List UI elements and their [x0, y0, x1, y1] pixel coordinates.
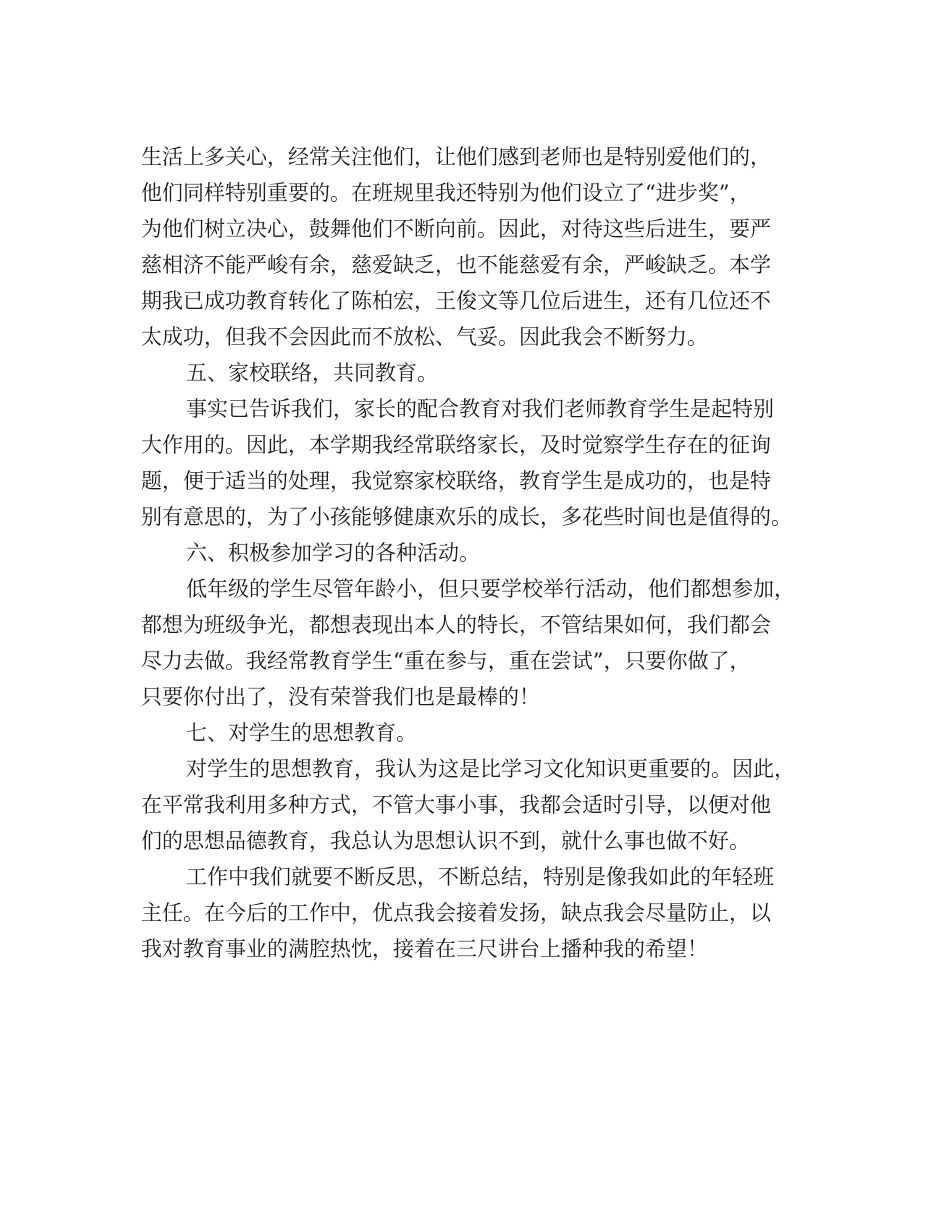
text-line: 工作中我们就要不断反思，不断总结，特别是像我如此的年轻班: [186, 865, 774, 889]
text-line: 为他们树立决心，鼓舞他们不断向前。因此，对待这些后进生，要严: [141, 217, 771, 241]
text-line: 都想为班级争光，都想表现出本人的特长，不管结果如何，我们都会: [141, 613, 771, 637]
text-line: 在平常我利用多种方式，不管大事小事，我都会适时引导，以便对他: [141, 793, 771, 817]
text-line: 生活上多关心，经常关注他们，让他们感到老师也是特别爱他们的，: [141, 145, 771, 169]
text-line: 们的思想品德教育，我总认为思想认识不到，就什么事也做不好。: [141, 829, 750, 853]
text-line: 期我已成功教育转化了陈柏宏，王俊文等几位后进生，还有几位还不: [141, 289, 771, 313]
section-heading: 七、对学生的思想教育。: [186, 721, 417, 745]
text-line: 对学生的思想教育，我认为这是比学习文化知识更重要的。因此，: [186, 757, 795, 781]
section-heading: 五、家校联络，共同教育。: [186, 361, 438, 385]
text-line: 他们同样特别重要的。在班规里我还特别为他们设立了“进步奖”，: [141, 181, 751, 205]
text-line: 太成功，但我不会因此而不放松、气妥。因此我会不断努力。: [141, 325, 708, 349]
text-line: 我对教育事业的满腔热忱，接着在三尺讲台上播种我的希望！: [141, 937, 708, 961]
text-line: 慈相济不能严峻有余，慈爱缺乏，也不能慈爱有余，严峻缺乏。本学: [141, 253, 771, 277]
text-line: 尽力去做。我经常教育学生“重在参与，重在尝试”，只要你做了，: [141, 649, 751, 673]
text-line: 只要你付出了，没有荣誉我们也是最棒的！: [141, 685, 540, 709]
text-line: 主任。在今后的工作中，优点我会接着发扬，缺点我会尽量防止，以: [141, 901, 771, 925]
document-body: [141, 139, 831, 967]
text-line: 大作用的。因此，本学期我经常联络家长，及时觉察学生存在的征询: [141, 433, 771, 457]
text-line: 题，便于适当的处理，我觉察家校联络，教育学生是成功的，也是特: [141, 469, 771, 493]
text-line: 低年级的学生尽管年龄小，但只要学校举行活动，他们都想参加，: [186, 577, 795, 601]
text-line: 事实已告诉我们，家长的配合教育对我们老师教育学生是起特别: [186, 397, 774, 421]
section-heading: 六、积极参加学习的各种活动。: [186, 541, 480, 565]
text-line: 别有意思的，为了小孩能够健康欢乐的成长，多花些时间也是值得的。: [141, 505, 792, 529]
